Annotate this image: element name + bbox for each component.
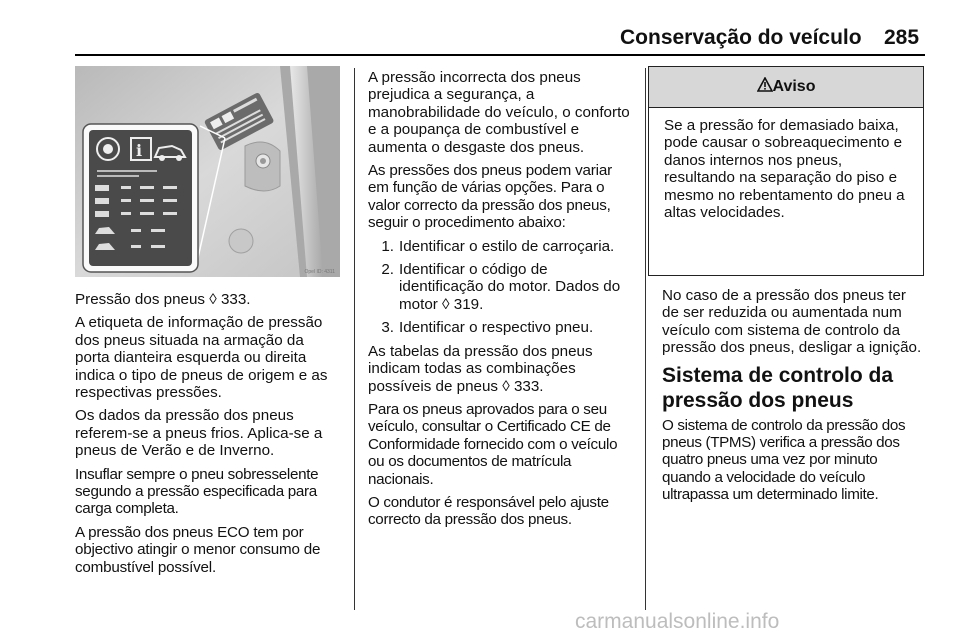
step-text: Identificar o código de identificação do motor. Dados do motor ◊ 319.: [399, 261, 621, 313]
page-header-title: Conservação do veículo: [620, 26, 862, 49]
col2-paragraph: O condutor é responsável pelo ajuste correcto da pressão dos pneus.: [368, 493, 609, 529]
header-rule: [75, 54, 925, 56]
column-1: [75, 291, 341, 582]
warning-triangle-icon: [757, 68, 773, 83]
tire-pressure-label-figure: [75, 66, 340, 277]
procedure-step: [368, 261, 636, 313]
column-3: [662, 287, 926, 510]
column-divider-right: [645, 68, 646, 610]
warning-title: Aviso: [772, 78, 816, 95]
col2-paragraph: Para os pneus aprovados para o seu veículo, consultar o Certificado CE de Conformidade fornecido com o veículo ou os documentos de matrícula nacionais.: [368, 400, 618, 488]
warning-text: Se a pressão for demasiado baixa, pode causar o sobreaquecimento e danos internos nos pneus, resultando na separação do piso e mesmo no rebentamento do pneu a altas velocidades.: [664, 117, 905, 222]
svg-text:i: i: [136, 141, 143, 160]
section-heading: Sistema de controlo da pressão dos pneus: [662, 363, 894, 412]
column-divider-left: [354, 68, 355, 610]
procedure-step: [368, 238, 636, 255]
col3-paragraph: O sistema de controlo da pressão dos pneus (TPMS) verifica a pressão dos quatro pneus uma vez por minuto quando a velocidade do veículo ultrapassa um determinado limite.: [662, 416, 906, 504]
col1-paragraph: A pressão dos pneus ECO tem por objectivo atingir o menor consumo de combustível possível.: [75, 523, 321, 576]
column-2: [368, 69, 636, 535]
col1-paragraph: Os dados da pressão dos pneus referem-se a pneus frios. Aplica-se a pneus de Verão e de Inverno.: [75, 407, 323, 460]
col1-paragraph: Insuflar sempre o pneu sobresselente segundo a pressão especificada para carga completa.: [75, 465, 319, 518]
procedure-step: [368, 319, 636, 336]
col2-paragraph: A pressão incorrecta dos pneus prejudica a segurança, a manobrabilidade do veículo, o conforto e a poupança de combustível e aumenta o desgaste dos pneus.: [368, 69, 630, 156]
col2-paragraph: As tabelas da pressão dos pneus indicam todas as combinações possíveis de pneus ◊ 333.: [368, 342, 593, 395]
col1-paragraph: A etiqueta de informação de pressão dos pneus situada na armação da porta dianteira esquerda ou direita indica o tipo de pneus de origem e as respectivas pressões.: [75, 314, 328, 402]
warning-box: [648, 66, 924, 276]
figure-code: Opel ID: 4311: [304, 269, 335, 275]
page-number: 285: [884, 26, 920, 49]
col1-paragraph: Pressão dos pneus ◊ 333.: [75, 291, 251, 308]
watermark: carmanualsonline.info: [575, 610, 780, 633]
step-number: 2.: [381, 261, 394, 279]
step-number: 1.: [381, 237, 394, 255]
step-number: 3.: [381, 319, 394, 337]
warning-header: [649, 67, 923, 108]
step-text: Identificar o respectivo pneu.: [399, 319, 594, 337]
col2-paragraph: As pressões dos pneus podem variar em função de várias opções. Para o valor correcto da pressão dos pneus, seguir o procedimento abaixo:: [368, 162, 612, 232]
door-frame-illustration: [75, 66, 340, 277]
step-text: Identificar o estilo de carroçaria.: [399, 237, 615, 255]
col3-paragraph: No caso de a pressão dos pneus ter de ser reduzida ou aumentada num veículo com sistema de controlo da pressão dos pneus, desligar a ignição.: [662, 287, 922, 357]
